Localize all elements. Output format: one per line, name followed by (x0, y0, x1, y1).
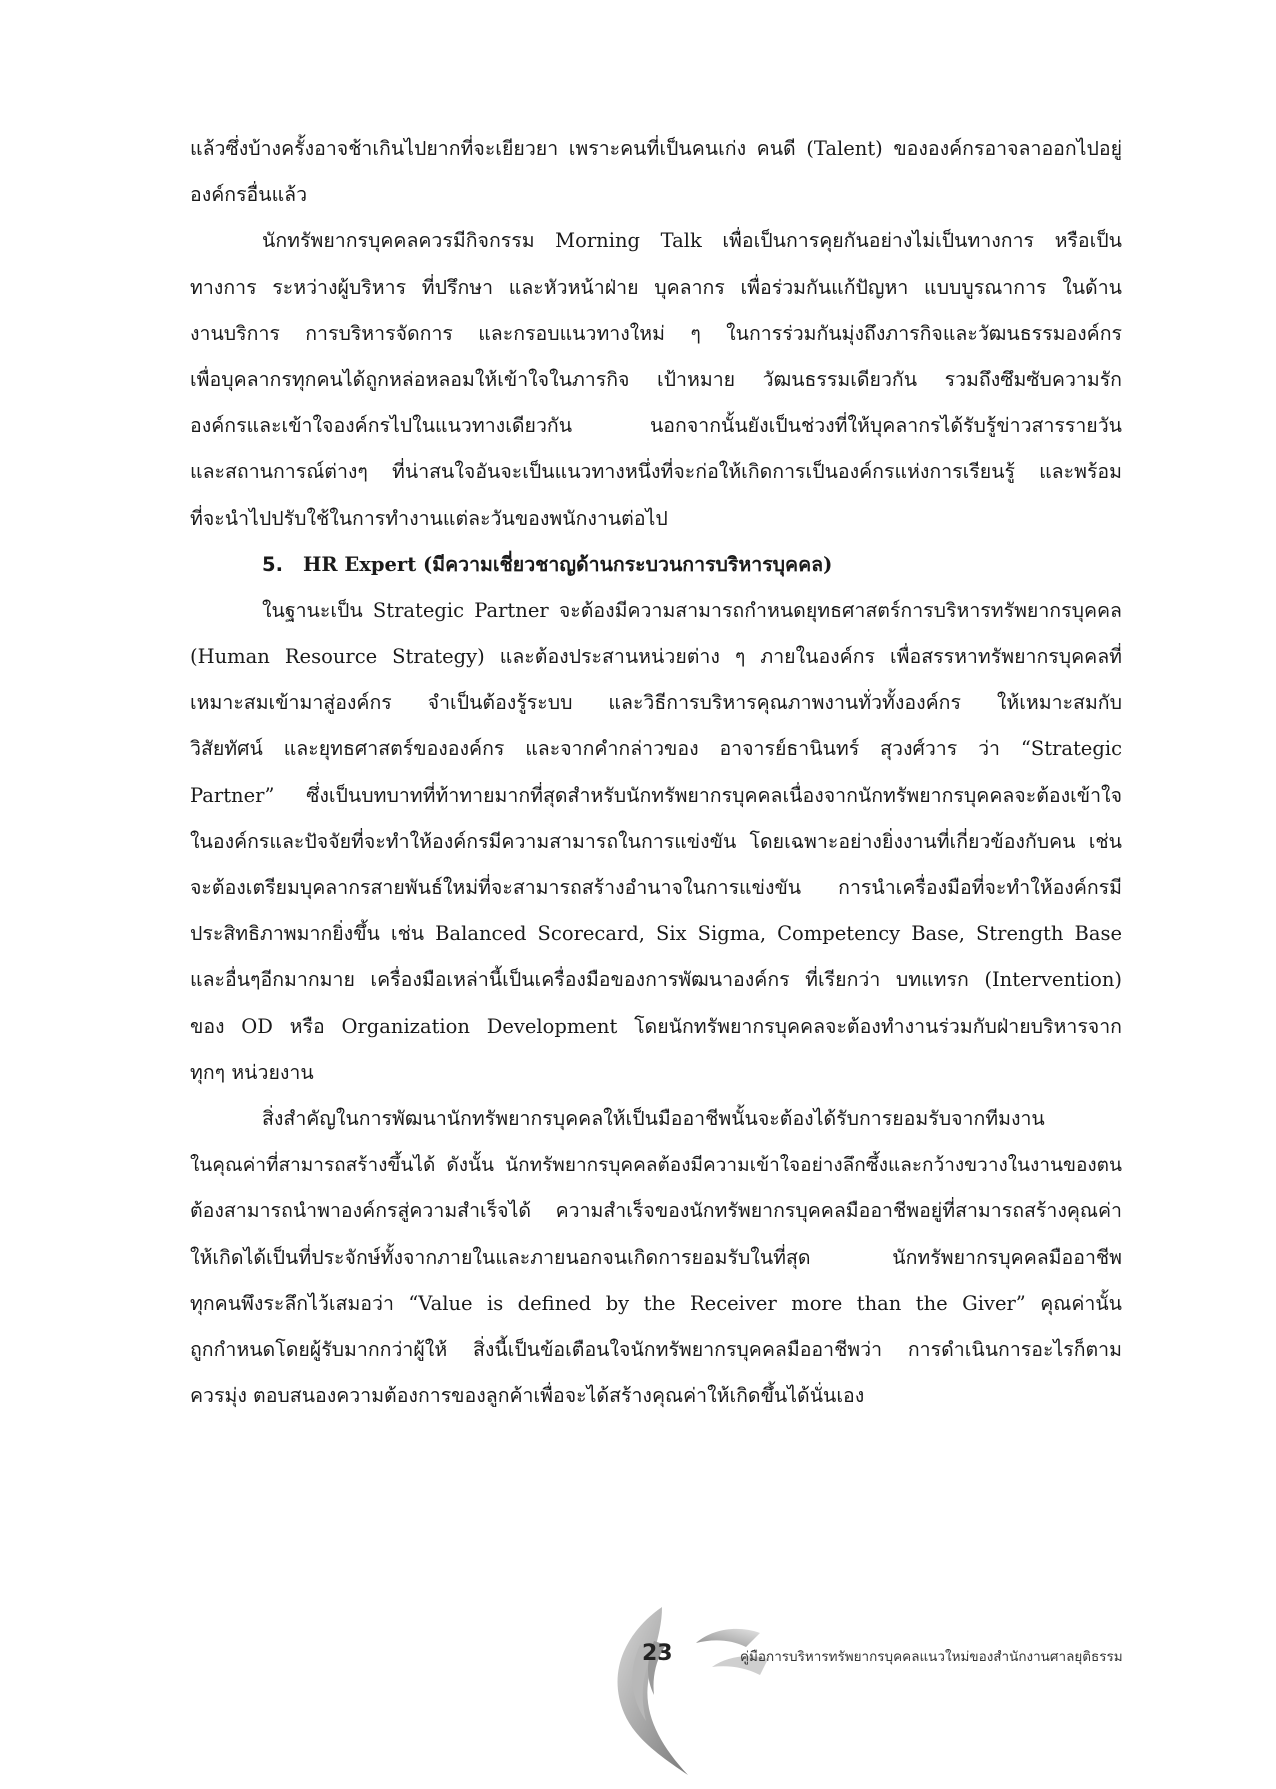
section-heading (190, 542, 1122, 588)
paragraph-line: วิสัยทัศน์ และยุทธศาสตร์ขององค์กร และจากคำกล่าวของ อาจารย์ธานินทร์ สุวงศ์วาร ว่า “Strategic (190, 737, 1122, 761)
section-number: 5. (262, 552, 283, 576)
paragraph-line: แล้วซึ่งบ้างครั้งอาจช้าเกินไปยากที่จะเยียวยา เพราะคนที่เป็นคนเก่ง คนดี (Talent) ขององค์กรอาจลาออกไปอยู่ (190, 137, 1122, 160)
paragraph-line: ทุกๆ หน่วยงาน (190, 1060, 314, 1084)
paragraph-line: และสถานการณ์ต่างๆ ที่น่าสนใจอันจะเป็นแนวทางหนึ่งที่จะก่อให้เกิดการเป็นองค์กรแห่งการเรียนรู้ และพร้อม (190, 460, 1122, 484)
paragraph-line: ในองค์กรและปัจจัยที่จะทำให้องค์กรมีความสามารถในการแข่งขัน โดยเฉพาะอย่างยิ่งงานที่เกี่ยวข้องกับคน เช่น (190, 829, 1122, 853)
paragraph-line: จะต้องเตรียมบุคลากรสายพันธ์ใหม่ที่จะสามารถสร้างอำนาจในการแข่งขัน การนำเครื่องมือที่จะทำให้องค์กรมี (190, 876, 1122, 899)
paragraph-line: ประสิทธิภาพมากยิ่งขึ้น เช่น Balanced Scorecard, Six Sigma, Competency Base, Strength Base (190, 922, 1122, 946)
paragraph-line: ถูกกำหนดโดยผู้รับมากกว่าผู้ให้ สิ่งนี้เป็นข้อเตือนใจนักทรัพยากรบุคคลมืออาชีพว่า การดำเนินการอะไรก็ตาม (190, 1337, 1122, 1361)
paragraph-line: เพื่อบุคลากรทุกคนได้ถูกหล่อหลอมให้เข้าใจในภารกิจ เป้าหมาย วัฒนธรรมเดียวกัน รวมถึงซึมซับความรัก (190, 367, 1122, 391)
paragraph-line: และอื่นๆอีกมากมาย เครื่องมือเหล่านี้เป็นเครื่องมือของการพัฒนาองค์กร ที่เรียกว่า บทแทรก (Intervention) (190, 968, 1122, 992)
document-body (190, 126, 1122, 1419)
paragraph-line: สิ่งสำคัญในการพัฒนานักทรัพยากรบุคคลให้เป็นมืออาชีพนั้นจะต้องได้รับการยอมรับจากทีมงาน (262, 1106, 1045, 1130)
paragraph-line: ให้เกิดได้เป็นที่ประจักษ์ทั้งจากภายในและภายนอกจนเกิดการยอมรับในที่สุด นักทรัพยากรบุคคลมืออาชีพ (190, 1245, 1122, 1269)
paragraph-line: องค์กรอื่นแล้ว (190, 183, 308, 207)
page-footer (0, 1605, 1276, 1789)
footer-title: คู่มือการบริหารทรัพยากรบุคคลแนวใหม่ของสำนักงานศาลยุติธรรม (740, 1649, 1123, 1665)
paragraph-line: ที่จะนำไปปรับใช้ในการทำงานแต่ละวันของพนักงานต่อไป (190, 506, 668, 530)
paragraph-line: ต้องสามารถนำพาองค์กรสู่ความสำเร็จได้ ความสำเร็จของนักทรัพยากรบุคคลมืออาชีพอยู่ที่สามารถสร้างคุณค่า (190, 1199, 1122, 1223)
paragraph-line: ควรมุ่ง ตอบสนองความต้องการของลูกค้าเพื่อจะได้สร้างคุณค่าให้เกิดขึ้นได้นั่นเอง (190, 1384, 865, 1408)
paragraph-line: นักทรัพยากรบุคคลควรมีกิจกรรม Morning Talk เพื่อเป็นการคุยกันอย่างไม่เป็นทางการ หรือเป็น (262, 229, 1122, 253)
paragraph-line: (Human Resource Strategy) และต้องประสานหน่วยต่าง ๆ ภายในองค์กร เพื่อสรรหาทรัพยากรบุคคลที่ (190, 645, 1122, 669)
paragraph-line: ทุกคนพึงระลึกไว้เสมอว่า “Value is defined by the Receiver more than the Giver” คุณค่านั้น (190, 1291, 1122, 1315)
paragraph-line: ทางการ ระหว่างผู้บริหาร ที่ปรึกษา และหัวหน้าฝ่าย บุคลากร เพื่อร่วมกันแก้ปัญหา แบบบูรณาการ ในด้าน (190, 275, 1122, 299)
paragraph-line: งานบริการ การบริหารจัดการ และกรอบแนวทางใหม่ ๆ ในการร่วมกันมุ่งถึงภารกิจและวัฒนธรรมองค์กร (190, 321, 1122, 345)
paragraph-line: Partner” ซึ่งเป็นบทบาทที่ท้าทายมากที่สุดสำหรับนักทรัพยากรบุคคลเนื่องจากนักทรัพยากรบุคคลจะต้องเข้าใจ (190, 783, 1122, 807)
section-title: HR Expert (มีความเชี่ยวชาญด้านกระบวนการบริหารบุคคล) (302, 552, 833, 576)
paragraph-line: องค์กรและเข้าใจองค์กรไปในแนวทางเดียวกัน นอกจากนั้นยังเป็นช่วงที่ให้บุคลากรได้รับรู้ข่าวสารรายวัน (190, 414, 1122, 438)
page-number: 23 (642, 1641, 673, 1666)
paragraph-line: ในคุณค่าที่สามารถสร้างขึ้นได้ ดังนั้น นักทรัพยากรบุคคลต้องมีความเข้าใจอย่างลึกซึ้งและกว้างขวางในงานของตน (190, 1154, 1122, 1177)
paragraph-line: ของ OD หรือ Organization Development โดยนักทรัพยากรบุคคลจะต้องทำงานร่วมกับฝ่ายบริหารจาก (190, 1014, 1122, 1038)
paragraph-line: เหมาะสมเข้ามาสู่องค์กร จำเป็นต้องรู้ระบบ และวิธีการบริหารคุณภาพงานทั่วทั้งองค์กร ให้เหมาะสมกับ (190, 691, 1122, 715)
swirl-logo-icon (600, 1605, 780, 1780)
paragraph-line: ในฐานะเป็น Strategic Partner จะต้องมีความสามารถกำหนดยุทธศาสตร์การบริหารทรัพยากรบุคคล (262, 598, 1122, 622)
